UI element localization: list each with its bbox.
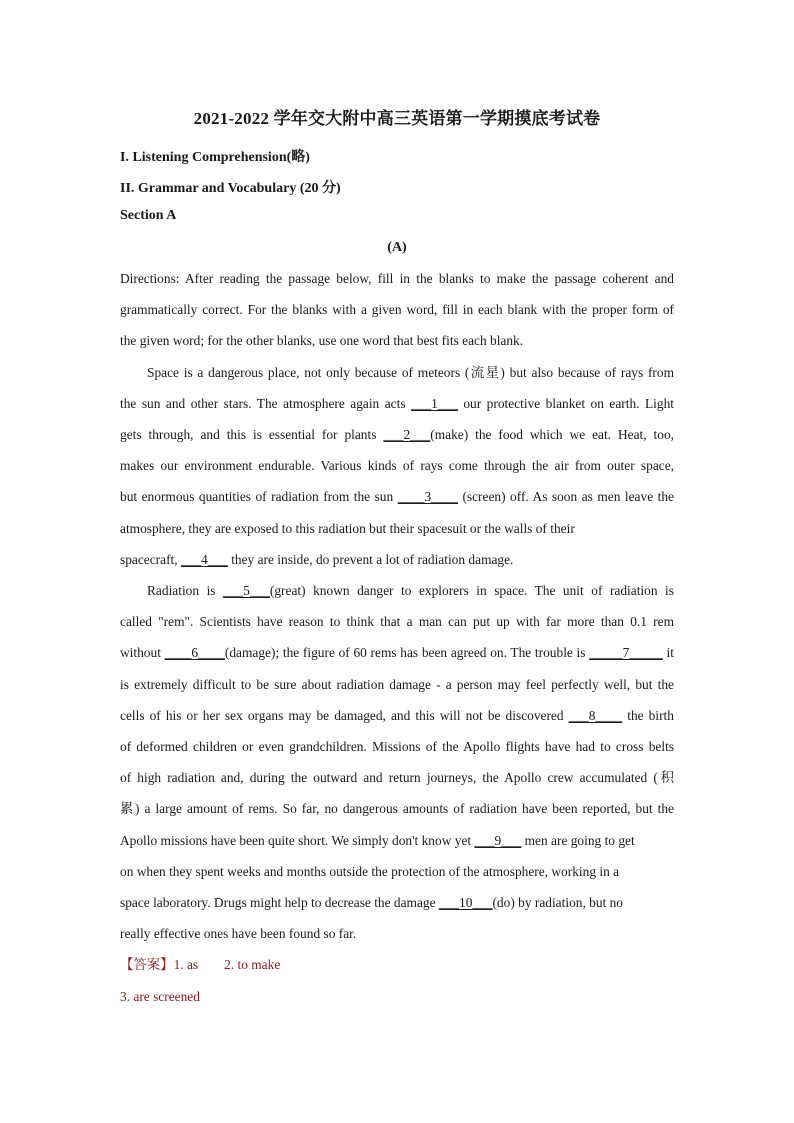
- directions-line-2: grammatically correct. For the blanks with a given word, fill in each blank with the proper form of: [120, 302, 674, 317]
- directions-line-3: the given word; for the other blanks, use one word that best fits each blank.: [120, 333, 524, 348]
- part-label-a: (A): [387, 240, 407, 255]
- answer-3: 3. are screened: [120, 989, 200, 1004]
- blank-5[interactable]: ___5___: [223, 583, 270, 598]
- answer-line: [120, 956, 674, 974]
- passage-text: (screen) off. As soon as men leave the: [457, 489, 674, 504]
- passage-text: our protective blanket on earth. Light: [457, 396, 674, 411]
- passage-line: [120, 395, 674, 413]
- passage-text: (great) known danger to explorers in space. The unit of radiation is: [269, 583, 674, 598]
- section-heading-grammar: II. Grammar and Vocabulary (20 分): [120, 181, 341, 196]
- passage-line: [120, 644, 674, 662]
- passage-text: without: [120, 645, 165, 660]
- passage-text: (damage); the figure of 60 rems has been agreed on. The trouble is: [224, 645, 590, 660]
- passage-text: spacecraft,: [120, 552, 181, 567]
- blank-9[interactable]: ___9___: [474, 833, 522, 848]
- passage-text: men are going to get: [521, 833, 635, 848]
- answer-tag: 【答案】: [120, 957, 174, 972]
- section-heading-listening: I. Listening Comprehension(略): [120, 150, 310, 165]
- blank-1[interactable]: ___1___: [411, 396, 458, 411]
- passage-text: (make) the food which we eat. Heat, too,: [430, 427, 674, 442]
- blank-7[interactable]: _____7_____: [589, 645, 663, 660]
- blank-10[interactable]: ___10___: [438, 895, 493, 910]
- section-heading-a: Section A: [120, 208, 177, 223]
- passage-text: the sun and other stars. The atmosphere again acts: [120, 396, 412, 411]
- passage-line: is extremely difficult to be sure about radiation damage - a person may feel perfectly well, but the: [120, 677, 674, 692]
- answer-2: 2. to make: [224, 957, 281, 972]
- passage-line: atmosphere, they are exposed to this radiation but their spacesuit or the walls of their: [120, 521, 575, 536]
- passage-line: called "rem". Scientists have reason to think that a man can put up with far more than 0.1 rem: [120, 614, 674, 629]
- passage-line: makes our environment endurable. Various kinds of rays come through the air from outer space,: [120, 458, 674, 473]
- passage-line: [120, 551, 674, 569]
- passage-text: (do) by radiation, but no: [492, 895, 624, 910]
- blank-4[interactable]: ___4___: [180, 552, 228, 567]
- passage-text: space laboratory. Drugs might help to decrease the damage: [120, 895, 439, 910]
- passage-line: [120, 707, 674, 725]
- passage-line: really effective ones have been found so far.: [120, 926, 357, 941]
- passage-line: of high radiation and, during the outward and return journeys, the Apollo crew accumulated (积: [120, 770, 674, 785]
- passage-line: [120, 894, 674, 912]
- blank-2[interactable]: ___2___: [383, 427, 431, 442]
- answer-1: 1. as: [173, 957, 199, 972]
- blank-8[interactable]: ___8____: [568, 708, 623, 723]
- passage-line: [120, 582, 674, 600]
- passage-text: gets through, and this is essential for plants: [120, 427, 384, 442]
- passage-text: but enormous quantities of radiation from the sun: [120, 489, 398, 504]
- passage-line: of deformed children or even grandchildren. Missions of the Apollo flights have had to cross belts: [120, 739, 674, 754]
- passage-line: [120, 426, 674, 444]
- page-title: 2021-2022 学年交大附中高三英语第一学期摸底考试卷: [193, 109, 601, 128]
- passage-text: cells of his or her sex organs may be damaged, and this will not be discovered: [120, 708, 569, 723]
- passage-line: Space is a dangerous place, not only because of meteors (流星) but also because of rays from: [147, 365, 674, 380]
- passage-text: they are inside, do prevent a lot of radiation damage.: [227, 552, 514, 567]
- blank-3[interactable]: ____3____: [397, 489, 458, 504]
- passage-line: on when they spent weeks and months outside the protection of the atmosphere, working in a: [120, 864, 620, 879]
- passage-text: Apollo missions have been quite short. We simply don't know yet: [120, 833, 475, 848]
- directions-line-1: Directions: After reading the passage below, fill in the blanks to make the passage coherent and: [120, 271, 674, 286]
- passage-line: [120, 832, 674, 850]
- passage-line: [120, 488, 674, 506]
- passage-text: it: [662, 645, 675, 660]
- passage-text: the birth: [622, 708, 674, 723]
- passage-line: 累) a large amount of rems. So far, no dangerous amounts of radiation have been reported, but the: [120, 801, 674, 816]
- blank-6[interactable]: ____6____: [164, 645, 225, 660]
- passage-text: Radiation is: [147, 583, 224, 598]
